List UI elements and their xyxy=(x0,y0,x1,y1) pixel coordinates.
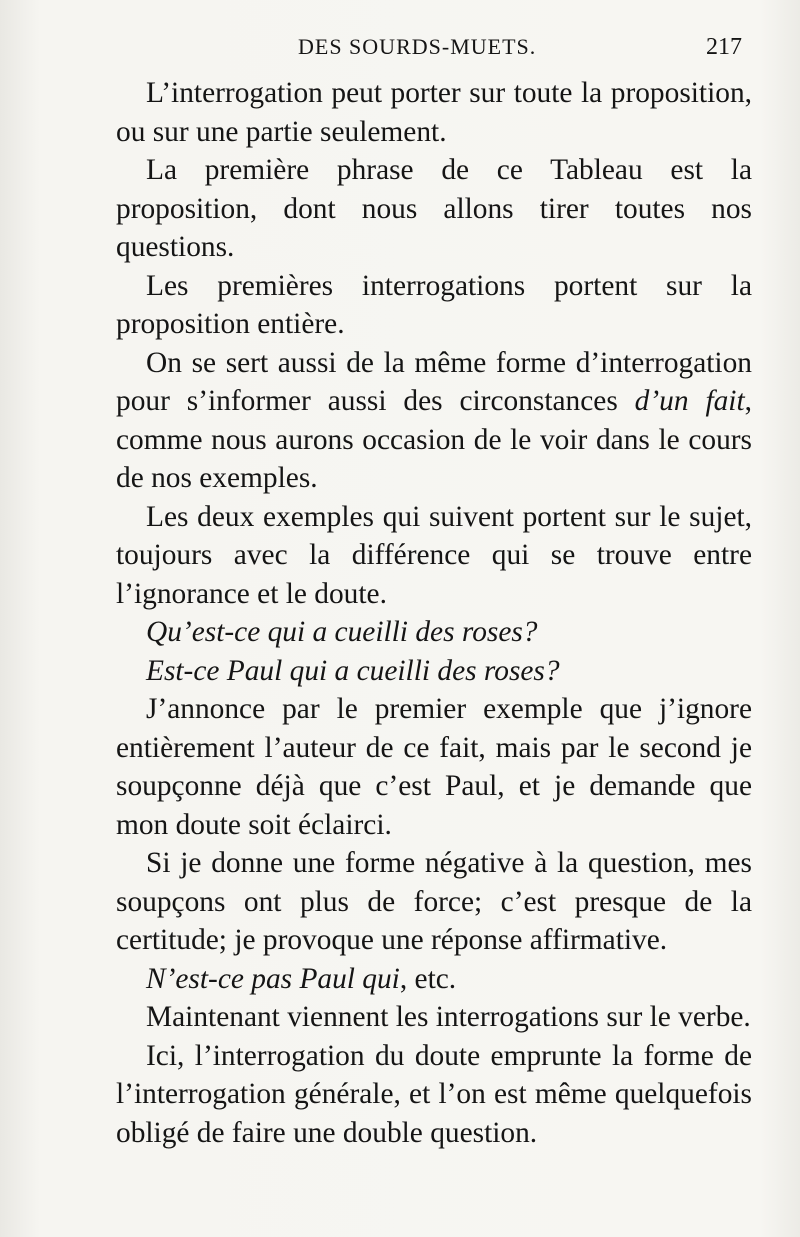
paragraph-6: J’annonce par le premier exemple que j’ignore entièrement l’auteur de ce fait, mais par le second je soupçonne déjà que c’est Paul, et je demande que mon doute soit éclairci. xyxy=(116,693,752,841)
running-head xyxy=(0,34,800,64)
example-3-rest: , etc. xyxy=(399,962,457,995)
paragraph-4-italic: d’un fait xyxy=(634,385,745,417)
page-number: 217 xyxy=(706,34,742,60)
paragraph-4-text-start: On se sert aussi de la même forme d’interrogation pour s’informer aussi des circonstances xyxy=(116,346,752,417)
running-head-title: DES SOURDS-MUETS. xyxy=(298,34,537,59)
paragraph-8: Maintenant viennent les interrogations sur le verbe. xyxy=(146,1001,751,1033)
example-3 xyxy=(116,960,752,999)
paragraph-9: Ici, l’interrogation du doute emprunte la forme de l’interrogation générale, et l’on est même quelquefois obligé de faire une double question. xyxy=(116,1039,752,1149)
paragraph-2: La première phrase de ce Tableau est la proposition, dont nous allons tirer toutes nos questions. xyxy=(116,154,752,263)
paragraph-7: Si je donne une forme négative à la question, mes soupçons ont plus de force; c’est presque de la certitude; je provoque une réponse affirmative. xyxy=(116,847,752,956)
example-3-italic: N’est-ce pas Paul qui xyxy=(146,962,400,995)
page-body xyxy=(116,74,752,1152)
paragraph-1: L’interrogation peut porter sur toute la proposition, ou sur une partie seulement. xyxy=(116,77,752,148)
example-2: Est-ce Paul qui a cueilli des roses? xyxy=(146,654,560,687)
paragraph-3: Les premières interrogations portent sur la proposition entière. xyxy=(116,269,752,340)
paragraph-4-text-end: , comme nous aurons occasion de le voir dans le cours de nos exemples. xyxy=(116,385,752,494)
paragraph-4 xyxy=(116,344,752,498)
example-1: Qu’est-ce qui a cueilli des roses? xyxy=(146,616,538,648)
paragraph-5: Les deux exemples qui suivent portent sur le sujet, toujours avec la différence qui se trouve entre l’ignorance et le doute. xyxy=(116,500,752,610)
